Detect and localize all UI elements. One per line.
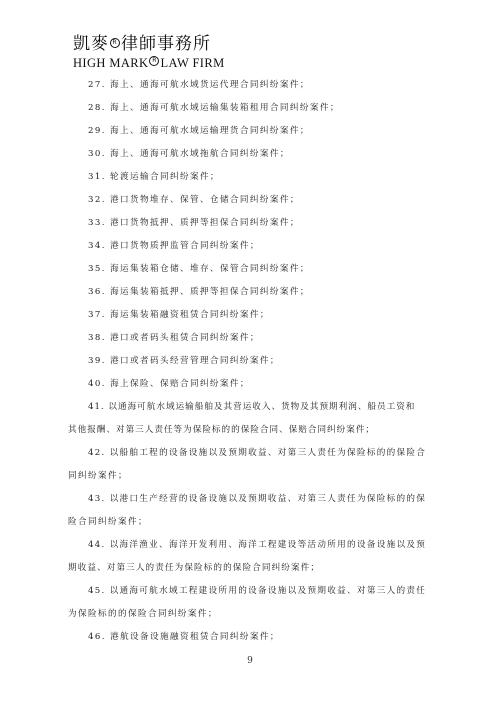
registered-mark-icon: R (149, 56, 159, 66)
list-item: 35. 海运集装箱仓储、堆存、保管合同纠纷案件； (88, 264, 310, 274)
list-item: 34. 港口货物质押监管合同纠纷案件； (88, 241, 260, 251)
firm-logo (73, 34, 225, 70)
list-item: 44. 以海洋渔业、海洋开发利用、海洋工程建设等活动所用的设备设施以及预 (88, 540, 427, 550)
list-item: 41. 以通海可航水域运输船舶及其营运收入、货物及其预期利润、船员工资和 (88, 402, 416, 412)
firm-name-cn-part2: 律師事務所 (121, 34, 211, 54)
firm-name-en-part1: HIGH MARK (73, 56, 149, 70)
list-item: 29. 海上、通海可航水域运输理货合同纠纷案件； (88, 126, 310, 136)
list-item: 40. 海上保险、保赔合同纠纷案件； (88, 379, 250, 389)
firm-name-cn-part1: 凱麥 (73, 34, 109, 54)
list-item: 45. 以通海可航水域工程建设所用的设备设施以及预期收益、对第三人的责任 (88, 586, 427, 596)
registered-mark-icon: R (110, 38, 120, 48)
list-item: 28. 海上、通海可航水域运输集装箱租用合同纠纷案件； (88, 103, 340, 113)
list-item: 43. 以港口生产经营的设备设施以及预期收益、对第三人责任为保险标的的保 (88, 494, 427, 504)
list-item: 38. 港口或者码头租赁合同纠纷案件； (88, 333, 260, 343)
page-number: 9 (247, 656, 253, 666)
list-item: 31. 轮渡运输合同纠纷案件； (88, 172, 220, 182)
firm-name-chinese (73, 34, 225, 54)
list-item: 33. 港口货物抵押、质押等担保合同纠纷案件； (88, 218, 300, 228)
list-item: 30. 海上、通海可航水域拖航合同纠纷案件； (88, 149, 290, 159)
list-item-continuation: 其他报酬、对第三人责任等为保险标的的保险合同、保赔合同纠纷案件； (68, 425, 376, 435)
list-item: 39. 港口或者码头经营管理合同纠纷案件； (88, 356, 280, 366)
list-item: 46. 港航设备设施融资租赁合同纠纷案件； (88, 632, 280, 642)
list-item-continuation: 期收益、对第三人的责任为保险标的的保险合同纠纷案件； (68, 563, 321, 573)
list-item-continuation: 险合同纠纷案件； (68, 517, 148, 527)
list-item-continuation: 同纠纷案件； (68, 471, 128, 481)
firm-name-english (73, 56, 225, 70)
list-item: 37. 海运集装箱融资租赁合同纠纷案件； (88, 310, 270, 320)
list-item: 36. 海运集装箱抵押、质押等担保合同纠纷案件； (88, 287, 310, 297)
list-item: 27. 海上、通海可航水域货运代理合同纠纷案件； (88, 80, 310, 90)
list-item: 32. 港口货物堆存、保管、仓储合同纠纷案件； (88, 195, 300, 205)
list-item-continuation: 为保险标的的保险合同纠纷案件； (68, 609, 218, 619)
list-item: 42. 以船舶工程的设备设施以及预期收益、对第三人责任为保险标的的保险合 (88, 448, 427, 458)
firm-name-en-part2: LAW FIRM (160, 56, 225, 70)
